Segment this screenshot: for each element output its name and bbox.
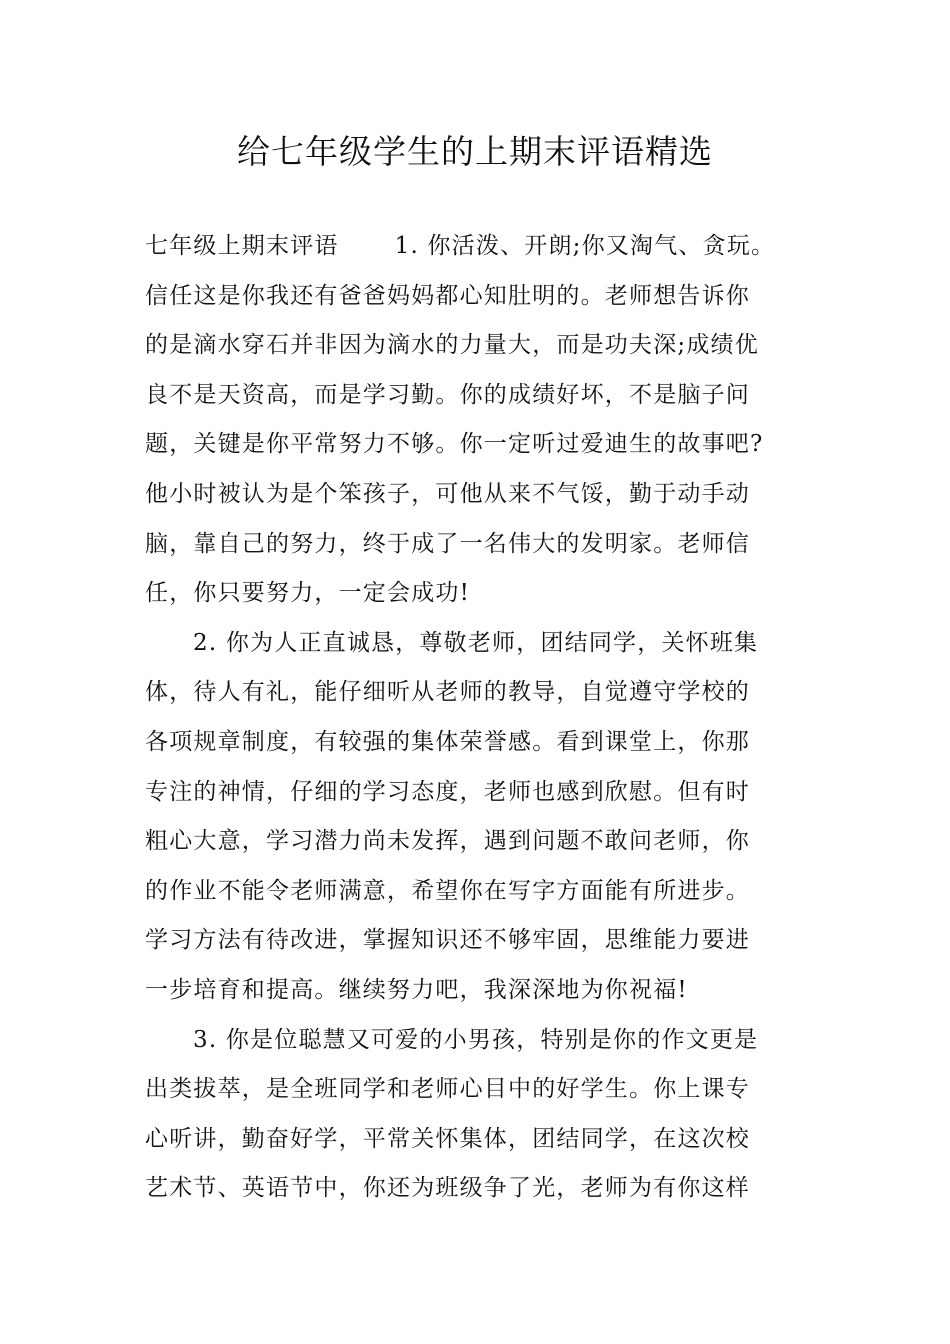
text-line: 的是滴水穿石并非因为滴水的力量大，而是功夫深;成绩优 (145, 332, 759, 359)
paragraph-1-start: 1. 你活泼、开朗;你又淘气、贪玩。 (394, 233, 776, 259)
text-line: 题，关键是你平常努力不够。你一定听过爱迪生的故事吧? (145, 431, 764, 458)
text-line: 出类拔萃，是全班同学和老师心目中的好学生。你上课专 (145, 1076, 750, 1103)
text-line (145, 222, 810, 272)
text-line: 体，待人有礼，能仔细听从老师的教导，自觉遵守学校的 (145, 679, 750, 706)
text-line: 一步培育和提高。继续努力吧，我深深地为你祝福! (145, 976, 688, 1003)
text-line: 心听讲，勤奋好学，平常关怀集体，团结同学，在这次校 (145, 1125, 750, 1152)
text-line: 任，你只要努力，一定会成功! (145, 580, 471, 607)
text-line: 的作业不能令老师满意，希望你在写字方面能有所进步。 (145, 877, 750, 904)
document-body (145, 222, 810, 1214)
paragraph-3-start: 3. 你是位聪慧又可爱的小男孩，特别是你的作文更是 (193, 1026, 759, 1053)
text-line: 脑，靠自己的努力，终于成了一名伟大的发明家。老师信 (145, 530, 750, 557)
document-title: 给七年级学生的上期末评语精选 (237, 132, 713, 171)
text-line: 他小时被认为是个笨孩子，可他从来不气馁，勤于动手动 (145, 480, 750, 507)
text-line: 专注的神情，仔细的学习态度，老师也感到欣慰。但有时 (145, 778, 750, 805)
text-line: 良不是天资高，而是学习勤。你的成绩好坏，不是脑子问 (145, 381, 750, 408)
section-heading: 七年级上期末评语 (145, 233, 339, 259)
text-line: 各项规章制度，有较强的集体荣誉感。看到课堂上，你那 (145, 728, 750, 755)
paragraph-2-start: 2. 你为人正直诚恳，尊敬老师，团结同学，关怀班集 (193, 629, 759, 656)
text-line: 艺术节、英语节中，你还为班级争了光，老师为有你这样 (145, 1175, 750, 1202)
text-line: 粗心大意，学习潜力尚未发挥，遇到问题不敢问老师，你 (145, 828, 750, 855)
text-line: 学习方法有待改进，掌握知识还不够牢固，思维能力要进 (145, 927, 750, 954)
text-line: 信任这是你我还有爸爸妈妈都心知肚明的。老师想告诉你 (145, 282, 750, 309)
